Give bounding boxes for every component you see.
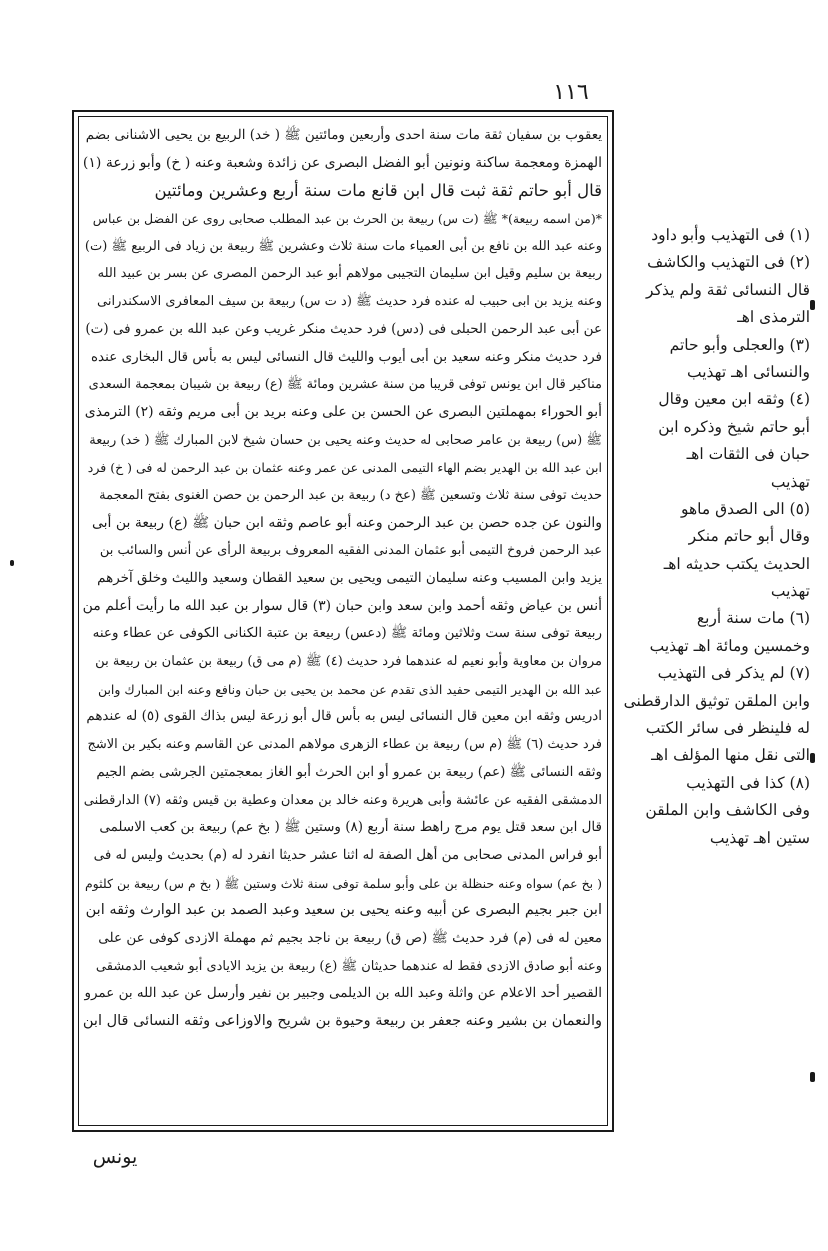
margin-note-line: (٤) وثقه ابن معين وقال — [658, 390, 810, 409]
margin-note-line: وفى الكاشف وابن الملقن — [645, 801, 810, 820]
main-line: قال ابن سعد قتل يوم مرج راهط سنة أربع (٨) وستين ﷺ ( بخ عم) ربيعة بن كعب الاسلمى — [99, 819, 602, 836]
margin-note-line: (٣) والعجلى وأبو حاتم — [669, 335, 810, 354]
main-line: والنعمان بن بشير وعنه جعفر بن ربيعة وحيوة بن شريح والاوزاعى وثقه النسائى قال ابن — [82, 1013, 602, 1029]
main-line: ﷺ (س) ربيعة بن عامر صحابى له حديث وعنه يحيى بن حسان شيخ لابن المبارك ﷺ ( خد) ربيعة — [89, 432, 602, 448]
main-line: فرد حديث منكر وعنه سعيد بن أبى أيوب والليث قال النسائى ليس به بأس قال البخارى عنده — [90, 348, 602, 365]
main-line: معين له فى (م) فرد حديث ﷺ (ص ق) ربيعة بن ناجد بجيم ثم مهملة الازدى كوفى عن على — [98, 929, 602, 946]
main-line: ابن عبد الله بن الهدير بضم الهاء التيمى المدنى عن عمر وعنه عثمان بن عبد الرحمن له فى ( خ) فرد — [87, 460, 602, 476]
margin-note-line: التى نقل منها المؤلف اهـ — [651, 746, 810, 765]
margin-note-line: أبو حاتم شيخ وذكره ابن — [658, 417, 810, 436]
main-line: وعنه عبد الله بن نافع بن أبى العمياء مات سنة ثلاث وعشرين ﷺ ربيعة بن زياد فى الربيع ﷺ (ت) — [84, 238, 602, 254]
main-line: عن أبى عبد الرحمن الحبلى فى (دس) فرد حديث منكر غريب وعن عبد الله بن عمرو فى (ت) — [85, 320, 602, 337]
margin-note-line: قال النسائى ثقة ولم يذكر — [646, 280, 810, 299]
main-line: ربيعة بن سليم وقيل ابن سليمان التجيبى مولاهم أبو عبد الرحمن المصرى عن بسر بن عبيد الله — [97, 266, 602, 282]
main-text-frame — [72, 110, 614, 1132]
main-line: أنس بن عياض وثقه أحمد وابن سعد وابن حبان (٣) قال سوار بن عبد الله ما رأيت أعلم من — [82, 597, 602, 614]
main-line: عبد الله بن الهدير التيمى حفيد الذى تقدم عن محمد بن يحيى بن حبان ونافع وعنه ابن المبارك وابن — [97, 681, 602, 697]
margin-note-line: حبان فى الثقات اهـ — [686, 445, 810, 464]
margin-note-line: ستين اهـ تهذيب — [709, 828, 810, 847]
main-line: ابن جبر بجيم البصرى عن أبيه وعنه يحيى بن سعيد وعبد الصمد بن عبد الوارث وثقه ابن — [85, 902, 602, 919]
scan-edge-mark — [10, 560, 14, 566]
margin-note-line: له فلينظر فى سائر الكتب — [645, 719, 810, 738]
main-line: عبد الرحمن فروخ التيمى أبو عثمان المدنى الفقيه المعروف بربيعة الرأى عن أنس والسائب بن — [99, 543, 602, 559]
main-text — [84, 122, 602, 1119]
page-number: ١١٦ — [553, 80, 589, 105]
margin-note-line: (١) فى التهذيب وأبو داود — [651, 226, 810, 244]
main-line: وعنه يزيد بن ابى حبيب له عنده فرد حديث ﷺ (د ت س) ربيعة بن سيف المعافرى الاسكندرانى — [97, 294, 602, 310]
scan-edge-mark — [810, 1072, 815, 1082]
main-line: مروان بن معاوية وأبو نعيم له عندهما فرد حديث (٤) ﷺ (م مى ق) ربيعة بن عثمان بن ربيعة بن — [95, 654, 602, 670]
main-line: ربيعة توفى سنة ست وثلاثين ومائة ﷺ (دعس) ربيعة بن عتبة الكنانى الكوفى عن عطاء وعنه — [92, 625, 602, 642]
main-line: أبو فراس المدنى صحابى من أهل الصفة له اثنا عشر حديثا انفرد له (م) بحديث وليس له فى — [93, 846, 602, 863]
main-line: ادريس وثقه ابن معين قال النسائى ليس به بأس قال أبو زرعة ليس بذاك القوى (٥) له عندهم — [86, 708, 602, 725]
margin-note-line: (٧) لم يذكر فى التهذيب — [657, 664, 810, 683]
main-line — [84, 1036, 602, 1064]
main-line: وثقه النسائى ﷺ (عم) ربيعة بن عمرو أو ابن الحرث أبو الغاز بمعجمتين الجرشى بضم الجيم — [96, 763, 602, 780]
main-line: وعنه أبو صادق الازدى فقط له عندهما حديثان ﷺ (ع) ربيعة بن يزيد الايادى أبو شعيب الدمشقى — [95, 958, 602, 974]
margin-note-line: والنسائى اهـ تهذيب — [687, 362, 810, 381]
main-line: يعقوب بن سفيان ثقة مات سنة احدى وأربعين ومائتين ﷺ ( خد) الربيع بن يحيى الاشنانى بضم — [85, 127, 602, 143]
main-line: ( بخ عم) سواه وعنه حنظلة بن على وأبو سلمة توفى سنة ثلاث وستين ﷺ ( بخ م س) ربيعة بن كلثوم — [84, 875, 602, 891]
scan-edge-mark — [810, 753, 815, 763]
main-line: قال أبو حاتم ثقة ثبت قال ابن قانع مات سنة أربع وعشرين ومائتين — [154, 181, 602, 201]
main-line: الدمشقى الفقيه عن عائشة وأبى هريرة وعنه خالد بن معدان وعطية بن قيس وثقه (٧) الدارقطنى — [83, 792, 602, 808]
main-line: الهمزة ومعجمة ساكنة ونونين أبو الفضل البصرى عن زائدة وشعبة وعنه ( خ) وأبو زرعة (١) — [82, 154, 602, 171]
margin-note-line: وقال أبو حاتم منكر — [688, 527, 810, 546]
main-line: أبو الحوراء بمهملتين البصرى عن الحسن بن على وعنه بريد بن أبى مريم وثقه (٢) الترمذى — [84, 403, 602, 420]
margin-note-line: (٦) مات سنة أربع — [696, 609, 810, 628]
margin-note-line: (٨) كذا فى التهذيب — [686, 773, 810, 792]
main-line — [84, 1063, 602, 1091]
main-line: مناكير قال ابن يونس توفى قريبا من سنة عشرين ومائة ﷺ (ع) ربيعة بن شيبان بمعجمة السعدى — [88, 377, 602, 393]
margin-note-line: (٢) فى التهذيب والكاشف — [647, 253, 810, 272]
margin-note-line: الحديث يكتب حديثه اهـ — [663, 554, 810, 573]
main-line: يزيد وابن المسيب وعنه سليمان التيمى ويحيى بن سعيد القطان وسعيد والليث وخلق آخرهم — [97, 570, 602, 586]
margin-note-line: وابن الملقن توثيق الدارقطنى — [623, 691, 810, 710]
main-line — [84, 1091, 602, 1119]
main-line: القصير أحد الاعلام عن واثلة وعبد الله بن الديلمى وجبير بن نفير وأرسل عن عبد الله بن عمرو — [84, 985, 602, 1002]
margin-note-line: وخمسين ومائة اهـ تهذيب — [649, 636, 810, 655]
margin-note-line: الترمذى اهـ — [737, 308, 810, 327]
main-line: فرد حديث (٦) ﷺ (م س) ربيعة بن عطاء الزهرى مولاهم المدنى عن القاسم وعنه بكير بن الاشج — [87, 737, 602, 753]
margin-note-line: (٥) الى الصدق ماهو — [680, 499, 810, 518]
margin-notes — [618, 222, 810, 852]
main-line: *(من اسمه ربيعة)* ﷺ (ت س) ربيعة بن الحرث بن عبد المطلب صحابى روى عن الفضل بن عباس — [92, 211, 602, 227]
main-line: حديث توفى سنة ثلاث وتسعين ﷺ (عخ د) ربيعة بن عبد الرحمن بن حصن الغنوى بفتح المعجمة — [99, 487, 602, 503]
margin-note-line: تهذيب — [770, 582, 810, 601]
scan-edge-mark — [810, 300, 815, 310]
main-line: والنون عن جده حصن بن عبد الرحمن وعنه أبو عاصم وثقه ابن حبان ﷺ (ع) ربيعة بن أبى — [91, 514, 602, 531]
margin-note-line: تهذيب — [770, 472, 810, 491]
catchword: يونس — [92, 1146, 138, 1168]
